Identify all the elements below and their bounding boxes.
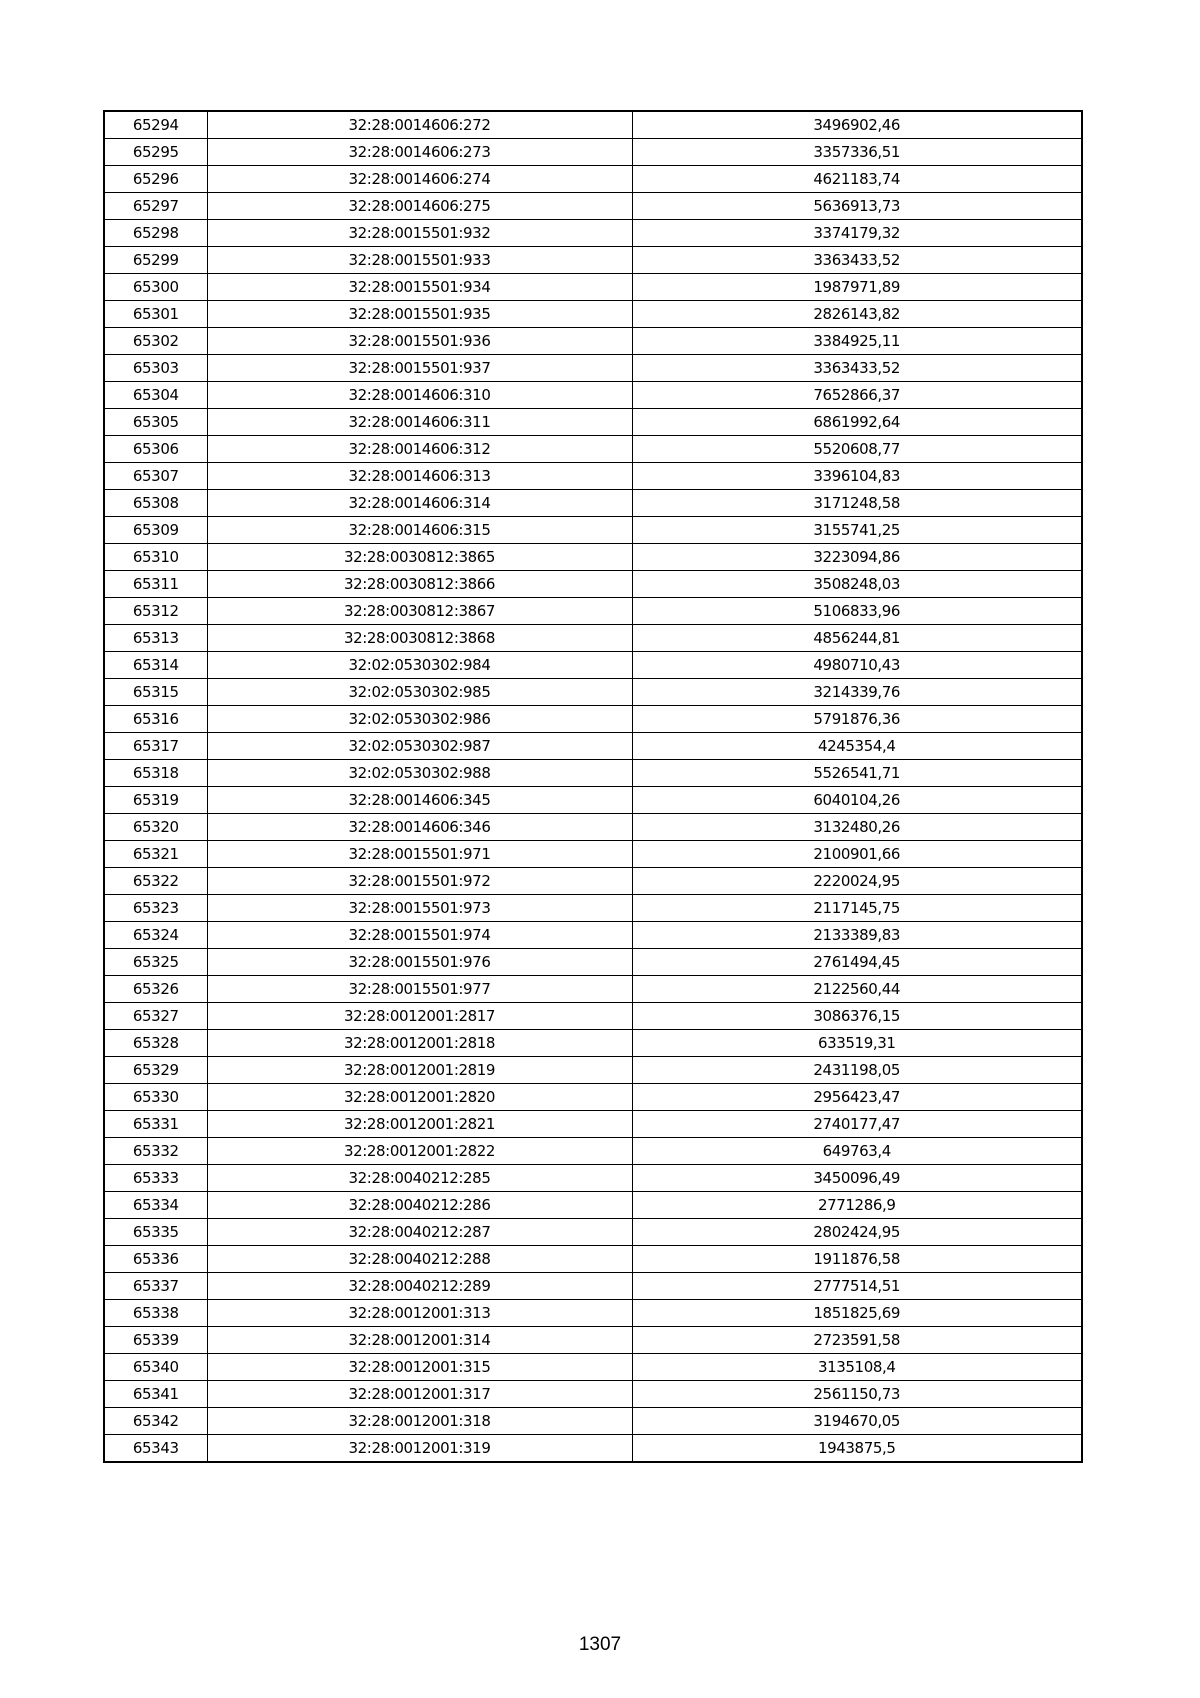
table-row bbox=[104, 247, 1082, 274]
cadastral-value-cell: 4245354,4 bbox=[632, 733, 1082, 760]
cadastral-number-cell: 32:28:0015501:936 bbox=[207, 328, 632, 355]
table-row bbox=[104, 1246, 1082, 1273]
row-number-cell: 65319 bbox=[104, 787, 207, 814]
row-number-cell: 65302 bbox=[104, 328, 207, 355]
table-row bbox=[104, 949, 1082, 976]
cadastral-number-cell: 32:28:0012001:319 bbox=[207, 1435, 632, 1463]
cadastral-value-cell: 2761494,45 bbox=[632, 949, 1082, 976]
row-number-cell: 65342 bbox=[104, 1408, 207, 1435]
table-row bbox=[104, 1381, 1082, 1408]
table-row bbox=[104, 868, 1082, 895]
table-row bbox=[104, 1084, 1082, 1111]
row-number-cell: 65298 bbox=[104, 220, 207, 247]
cadastral-number-cell: 32:28:0040212:289 bbox=[207, 1273, 632, 1300]
row-number-cell: 65332 bbox=[104, 1138, 207, 1165]
row-number-cell: 65304 bbox=[104, 382, 207, 409]
table-row bbox=[104, 922, 1082, 949]
cadastral-number-cell: 32:28:0014606:274 bbox=[207, 166, 632, 193]
row-number-cell: 65329 bbox=[104, 1057, 207, 1084]
cadastral-value-cell: 3496902,46 bbox=[632, 111, 1082, 139]
row-number-cell: 65343 bbox=[104, 1435, 207, 1463]
table-row bbox=[104, 1219, 1082, 1246]
cadastral-value-cell: 4856244,81 bbox=[632, 625, 1082, 652]
cadastral-number-cell: 32:28:0014606:312 bbox=[207, 436, 632, 463]
row-number-cell: 65339 bbox=[104, 1327, 207, 1354]
cadastral-value-cell: 3363433,52 bbox=[632, 355, 1082, 382]
table-row bbox=[104, 895, 1082, 922]
row-number-cell: 65337 bbox=[104, 1273, 207, 1300]
cadastral-number-cell: 32:28:0012001:2820 bbox=[207, 1084, 632, 1111]
table-row bbox=[104, 1030, 1082, 1057]
cadastral-value-cell: 3384925,11 bbox=[632, 328, 1082, 355]
table-body bbox=[104, 111, 1082, 1462]
table-row bbox=[104, 1435, 1082, 1463]
cadastral-value-cell: 3374179,32 bbox=[632, 220, 1082, 247]
row-number-cell: 65330 bbox=[104, 1084, 207, 1111]
cadastral-number-cell: 32:28:0040212:287 bbox=[207, 1219, 632, 1246]
cadastral-value-cell: 3214339,76 bbox=[632, 679, 1082, 706]
cadastral-number-cell: 32:28:0012001:2821 bbox=[207, 1111, 632, 1138]
table-row bbox=[104, 598, 1082, 625]
cadastral-number-cell: 32:28:0015501:932 bbox=[207, 220, 632, 247]
row-number-cell: 65312 bbox=[104, 598, 207, 625]
table-row bbox=[104, 571, 1082, 598]
cadastral-number-cell: 32:28:0015501:937 bbox=[207, 355, 632, 382]
row-number-cell: 65303 bbox=[104, 355, 207, 382]
cadastral-number-cell: 32:28:0015501:972 bbox=[207, 868, 632, 895]
table-row bbox=[104, 517, 1082, 544]
table-row bbox=[104, 760, 1082, 787]
cadastral-number-cell: 32:28:0014606:345 bbox=[207, 787, 632, 814]
cadastral-number-cell: 32:28:0030812:3865 bbox=[207, 544, 632, 571]
row-number-cell: 65314 bbox=[104, 652, 207, 679]
cadastral-number-cell: 32:28:0030812:3867 bbox=[207, 598, 632, 625]
cadastral-value-cell: 1987971,89 bbox=[632, 274, 1082, 301]
cadastral-value-cell: 4980710,43 bbox=[632, 652, 1082, 679]
table-row bbox=[104, 976, 1082, 1003]
cadastral-value-cell: 2133389,83 bbox=[632, 922, 1082, 949]
cadastral-value-cell: 2956423,47 bbox=[632, 1084, 1082, 1111]
row-number-cell: 65327 bbox=[104, 1003, 207, 1030]
cadastral-number-cell: 32:28:0012001:2822 bbox=[207, 1138, 632, 1165]
cadastral-number-cell: 32:28:0040212:286 bbox=[207, 1192, 632, 1219]
cadastral-number-cell: 32:28:0012001:317 bbox=[207, 1381, 632, 1408]
cadastral-number-cell: 32:28:0015501:974 bbox=[207, 922, 632, 949]
table-row bbox=[104, 544, 1082, 571]
cadastral-number-cell: 32:02:0530302:987 bbox=[207, 733, 632, 760]
cadastral-value-cell: 5526541,71 bbox=[632, 760, 1082, 787]
row-number-cell: 65326 bbox=[104, 976, 207, 1003]
table-row bbox=[104, 1192, 1082, 1219]
cadastral-value-cell: 5791876,36 bbox=[632, 706, 1082, 733]
table-row bbox=[104, 1165, 1082, 1192]
table-row bbox=[104, 111, 1082, 139]
cadastral-number-cell: 32:28:0014606:273 bbox=[207, 139, 632, 166]
cadastral-value-cell: 1911876,58 bbox=[632, 1246, 1082, 1273]
table-row bbox=[104, 1327, 1082, 1354]
cadastral-value-cell: 3132480,26 bbox=[632, 814, 1082, 841]
cadastral-number-cell: 32:02:0530302:986 bbox=[207, 706, 632, 733]
table-row bbox=[104, 733, 1082, 760]
cadastral-value-cell: 2777514,51 bbox=[632, 1273, 1082, 1300]
cadastral-number-cell: 32:28:0030812:3868 bbox=[207, 625, 632, 652]
table-row bbox=[104, 490, 1082, 517]
cadastral-value-cell: 3357336,51 bbox=[632, 139, 1082, 166]
table-row bbox=[104, 274, 1082, 301]
cadastral-value-cell: 2826143,82 bbox=[632, 301, 1082, 328]
row-number-cell: 65306 bbox=[104, 436, 207, 463]
row-number-cell: 65321 bbox=[104, 841, 207, 868]
table-row bbox=[104, 409, 1082, 436]
row-number-cell: 65341 bbox=[104, 1381, 207, 1408]
page-number: 1307 bbox=[578, 1634, 622, 1655]
cadastral-number-cell: 32:28:0015501:971 bbox=[207, 841, 632, 868]
cadastral-number-cell: 32:28:0014606:272 bbox=[207, 111, 632, 139]
row-number-cell: 65308 bbox=[104, 490, 207, 517]
table-row bbox=[104, 1057, 1082, 1084]
row-number-cell: 65333 bbox=[104, 1165, 207, 1192]
cadastral-value-cell: 633519,31 bbox=[632, 1030, 1082, 1057]
table-row bbox=[104, 328, 1082, 355]
cadastral-value-cell: 3155741,25 bbox=[632, 517, 1082, 544]
cadastral-value-cell: 6861992,64 bbox=[632, 409, 1082, 436]
row-number-cell: 65316 bbox=[104, 706, 207, 733]
cadastral-number-cell: 32:28:0014606:311 bbox=[207, 409, 632, 436]
cadastral-value-cell: 2220024,95 bbox=[632, 868, 1082, 895]
cadastral-value-cell: 2100901,66 bbox=[632, 841, 1082, 868]
cadastral-value-cell: 3396104,83 bbox=[632, 463, 1082, 490]
cadastral-value-cell: 3363433,52 bbox=[632, 247, 1082, 274]
cadastral-value-cell: 3135108,4 bbox=[632, 1354, 1082, 1381]
cadastral-value-cell: 5520608,77 bbox=[632, 436, 1082, 463]
cadastral-value-cell: 649763,4 bbox=[632, 1138, 1082, 1165]
table-row bbox=[104, 1003, 1082, 1030]
cadastral-number-cell: 32:28:0012001:2817 bbox=[207, 1003, 632, 1030]
row-number-cell: 65309 bbox=[104, 517, 207, 544]
cadastral-number-cell: 32:28:0014606:346 bbox=[207, 814, 632, 841]
cadastral-value-cell: 3508248,03 bbox=[632, 571, 1082, 598]
cadastral-value-cell: 2122560,44 bbox=[632, 976, 1082, 1003]
table-row bbox=[104, 679, 1082, 706]
cadastral-number-cell: 32:02:0530302:985 bbox=[207, 679, 632, 706]
cadastral-number-cell: 32:28:0030812:3866 bbox=[207, 571, 632, 598]
row-number-cell: 65299 bbox=[104, 247, 207, 274]
cadastral-number-cell: 32:28:0012001:315 bbox=[207, 1354, 632, 1381]
table-row bbox=[104, 436, 1082, 463]
row-number-cell: 65338 bbox=[104, 1300, 207, 1327]
cadastral-value-cell: 2802424,95 bbox=[632, 1219, 1082, 1246]
cadastral-value-cell: 3223094,86 bbox=[632, 544, 1082, 571]
cadastral-number-cell: 32:28:0015501:973 bbox=[207, 895, 632, 922]
cadastral-number-cell: 32:28:0012001:314 bbox=[207, 1327, 632, 1354]
cadastral-value-cell: 6040104,26 bbox=[632, 787, 1082, 814]
table-row bbox=[104, 1300, 1082, 1327]
table-row bbox=[104, 652, 1082, 679]
cadastral-number-cell: 32:28:0012001:313 bbox=[207, 1300, 632, 1327]
cadastral-value-cell: 1851825,69 bbox=[632, 1300, 1082, 1327]
table-row bbox=[104, 166, 1082, 193]
table-row bbox=[104, 1273, 1082, 1300]
row-number-cell: 65328 bbox=[104, 1030, 207, 1057]
cadastral-value-cell: 2561150,73 bbox=[632, 1381, 1082, 1408]
cadastral-number-cell: 32:28:0040212:288 bbox=[207, 1246, 632, 1273]
cadastral-value-cell: 2431198,05 bbox=[632, 1057, 1082, 1084]
cadastral-number-cell: 32:28:0014606:310 bbox=[207, 382, 632, 409]
table-row bbox=[104, 463, 1082, 490]
table-row bbox=[104, 814, 1082, 841]
cadastral-number-cell: 32:28:0040212:285 bbox=[207, 1165, 632, 1192]
cadastral-value-cell: 7652866,37 bbox=[632, 382, 1082, 409]
row-number-cell: 65294 bbox=[104, 111, 207, 139]
row-number-cell: 65296 bbox=[104, 166, 207, 193]
row-number-cell: 65331 bbox=[104, 1111, 207, 1138]
row-number-cell: 65295 bbox=[104, 139, 207, 166]
cadastral-number-cell: 32:28:0015501:977 bbox=[207, 976, 632, 1003]
row-number-cell: 65310 bbox=[104, 544, 207, 571]
cadastral-value-cell: 2740177,47 bbox=[632, 1111, 1082, 1138]
cadastral-value-cell: 3450096,49 bbox=[632, 1165, 1082, 1192]
cadastral-value-cell: 2117145,75 bbox=[632, 895, 1082, 922]
cadastral-number-cell: 32:28:0014606:313 bbox=[207, 463, 632, 490]
cadastral-number-cell: 32:28:0012001:318 bbox=[207, 1408, 632, 1435]
cadastral-number-cell: 32:28:0014606:315 bbox=[207, 517, 632, 544]
table-row bbox=[104, 1111, 1082, 1138]
row-number-cell: 65325 bbox=[104, 949, 207, 976]
cadastral-number-cell: 32:28:0012001:2818 bbox=[207, 1030, 632, 1057]
cadastral-number-cell: 32:28:0015501:934 bbox=[207, 274, 632, 301]
row-number-cell: 65323 bbox=[104, 895, 207, 922]
cadastral-number-cell: 32:02:0530302:988 bbox=[207, 760, 632, 787]
table-row bbox=[104, 841, 1082, 868]
table-row bbox=[104, 1138, 1082, 1165]
row-number-cell: 65307 bbox=[104, 463, 207, 490]
cadastral-number-cell: 32:28:0014606:314 bbox=[207, 490, 632, 517]
row-number-cell: 65335 bbox=[104, 1219, 207, 1246]
row-number-cell: 65320 bbox=[104, 814, 207, 841]
row-number-cell: 65313 bbox=[104, 625, 207, 652]
table-row bbox=[104, 139, 1082, 166]
table-row bbox=[104, 706, 1082, 733]
table-row bbox=[104, 787, 1082, 814]
row-number-cell: 65311 bbox=[104, 571, 207, 598]
table-row bbox=[104, 355, 1082, 382]
row-number-cell: 65317 bbox=[104, 733, 207, 760]
row-number-cell: 65305 bbox=[104, 409, 207, 436]
cadastral-number-cell: 32:28:0015501:935 bbox=[207, 301, 632, 328]
cadastral-number-cell: 32:28:0015501:933 bbox=[207, 247, 632, 274]
cadastral-value-cell: 5636913,73 bbox=[632, 193, 1082, 220]
cadastral-number-cell: 32:28:0014606:275 bbox=[207, 193, 632, 220]
cadastral-value-cell: 3086376,15 bbox=[632, 1003, 1082, 1030]
row-number-cell: 65318 bbox=[104, 760, 207, 787]
cadastral-value-cell: 5106833,96 bbox=[632, 598, 1082, 625]
cadastral-value-cell: 4621183,74 bbox=[632, 166, 1082, 193]
table-row bbox=[104, 1408, 1082, 1435]
cadastral-number-cell: 32:28:0015501:976 bbox=[207, 949, 632, 976]
row-number-cell: 65324 bbox=[104, 922, 207, 949]
row-number-cell: 65301 bbox=[104, 301, 207, 328]
cadastral-value-cell: 1943875,5 bbox=[632, 1435, 1082, 1463]
table-row bbox=[104, 625, 1082, 652]
row-number-cell: 65336 bbox=[104, 1246, 207, 1273]
cadastral-number-cell: 32:28:0012001:2819 bbox=[207, 1057, 632, 1084]
table-row bbox=[104, 193, 1082, 220]
table-row bbox=[104, 1354, 1082, 1381]
cadastral-value-table bbox=[103, 110, 1083, 1463]
row-number-cell: 65300 bbox=[104, 274, 207, 301]
row-number-cell: 65315 bbox=[104, 679, 207, 706]
table-row bbox=[104, 220, 1082, 247]
row-number-cell: 65322 bbox=[104, 868, 207, 895]
cadastral-number-cell: 32:02:0530302:984 bbox=[207, 652, 632, 679]
row-number-cell: 65297 bbox=[104, 193, 207, 220]
table-row bbox=[104, 382, 1082, 409]
row-number-cell: 65340 bbox=[104, 1354, 207, 1381]
cadastral-value-cell: 3194670,05 bbox=[632, 1408, 1082, 1435]
cadastral-value-cell: 2771286,9 bbox=[632, 1192, 1082, 1219]
row-number-cell: 65334 bbox=[104, 1192, 207, 1219]
cadastral-value-cell: 2723591,58 bbox=[632, 1327, 1082, 1354]
cadastral-value-cell: 3171248,58 bbox=[632, 490, 1082, 517]
table-row bbox=[104, 301, 1082, 328]
